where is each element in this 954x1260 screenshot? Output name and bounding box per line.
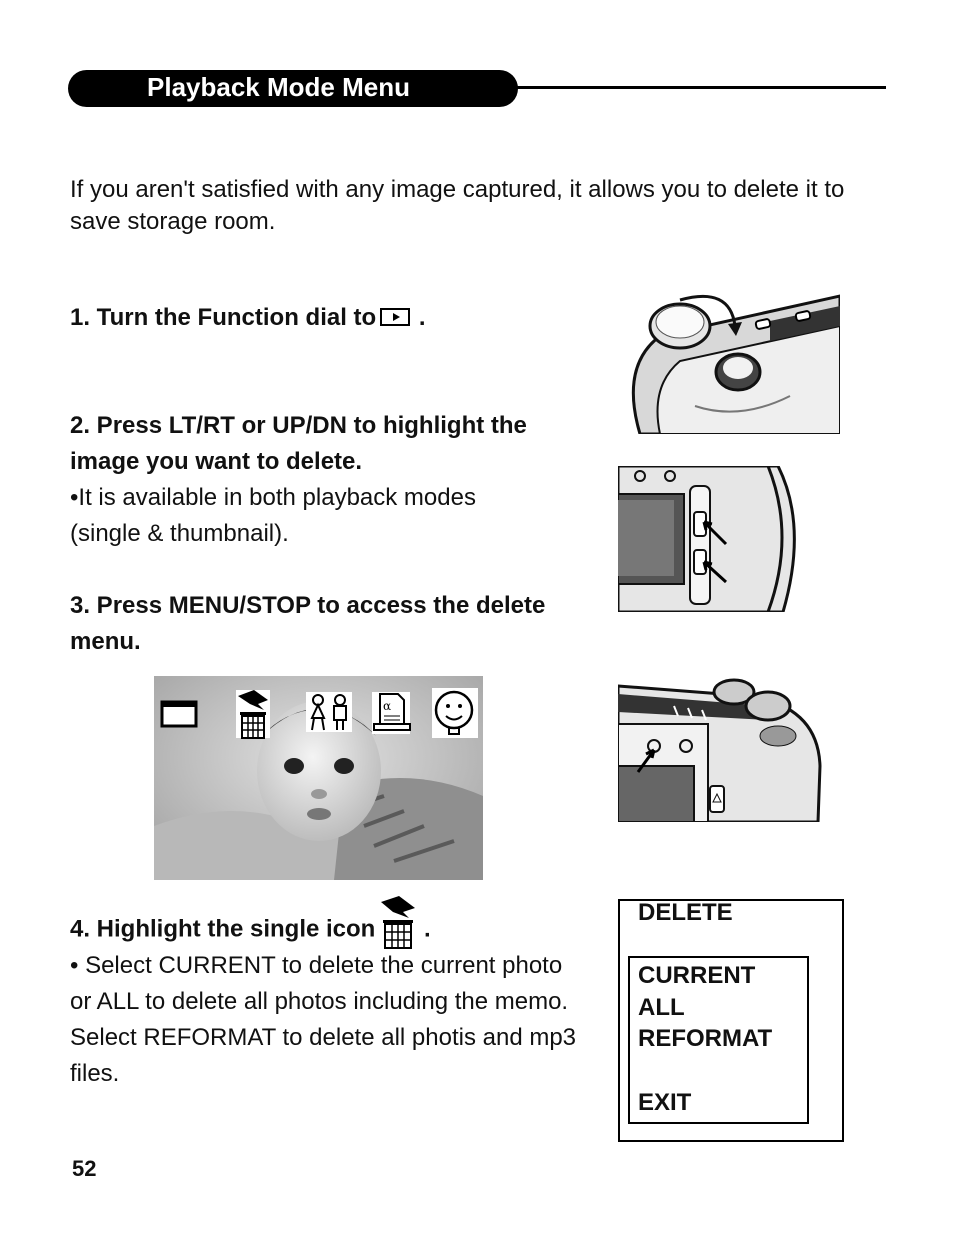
face-icon [432,688,478,738]
step-3: 3. Press MENU/STOP to access the delete menu. [70,592,546,655]
delete-option-current[interactable]: CURRENT [638,962,756,989]
delete-option-reformat[interactable]: REFORMAT [638,1025,773,1052]
people-icon [306,692,352,732]
camera-dial-illustration [620,286,840,434]
document-icon [372,692,410,734]
page-number: 52 [72,1156,97,1181]
step-1 [70,300,426,336]
header-rule [516,86,886,89]
step-4-text: 4. Highlight the single icon [70,915,376,943]
baby-photo [154,676,483,880]
camera-menu-illustration [618,676,824,822]
trash-icon [236,690,270,738]
delete-menu-title: DELETE [638,899,733,926]
trash-icon [377,896,417,950]
camera-buttons-illustration [618,466,810,612]
step-1-suffix: . [418,304,426,331]
step-2: 2. Press LT/RT or UP/DN to highlight the image you want to delete. [70,412,527,475]
playback-mode-icon [380,308,410,326]
step-2-note: •It is available in both playback modes (single & thumbnail). [70,484,476,547]
step-4 [70,910,431,950]
step-4-note: • Select CURRENT to delete the current photo or ALL to delete all photos including the memo. Select REFORMAT to delete all photis and mp3 files. [70,952,577,1087]
step-1-text: 1. Turn the Function dial to [70,304,377,331]
step-4-suffix: . [424,915,431,943]
section-title: Playback Mode Menu [147,72,410,102]
frame-icon [162,702,196,726]
intro-paragraph: If you aren't satisfied with any image captured, it allows you to delete it to save storage room. [70,176,845,235]
delete-option-exit[interactable]: EXIT [638,1089,692,1116]
svg-text:α: α [383,699,392,713]
delete-option-all[interactable]: ALL [638,994,685,1021]
